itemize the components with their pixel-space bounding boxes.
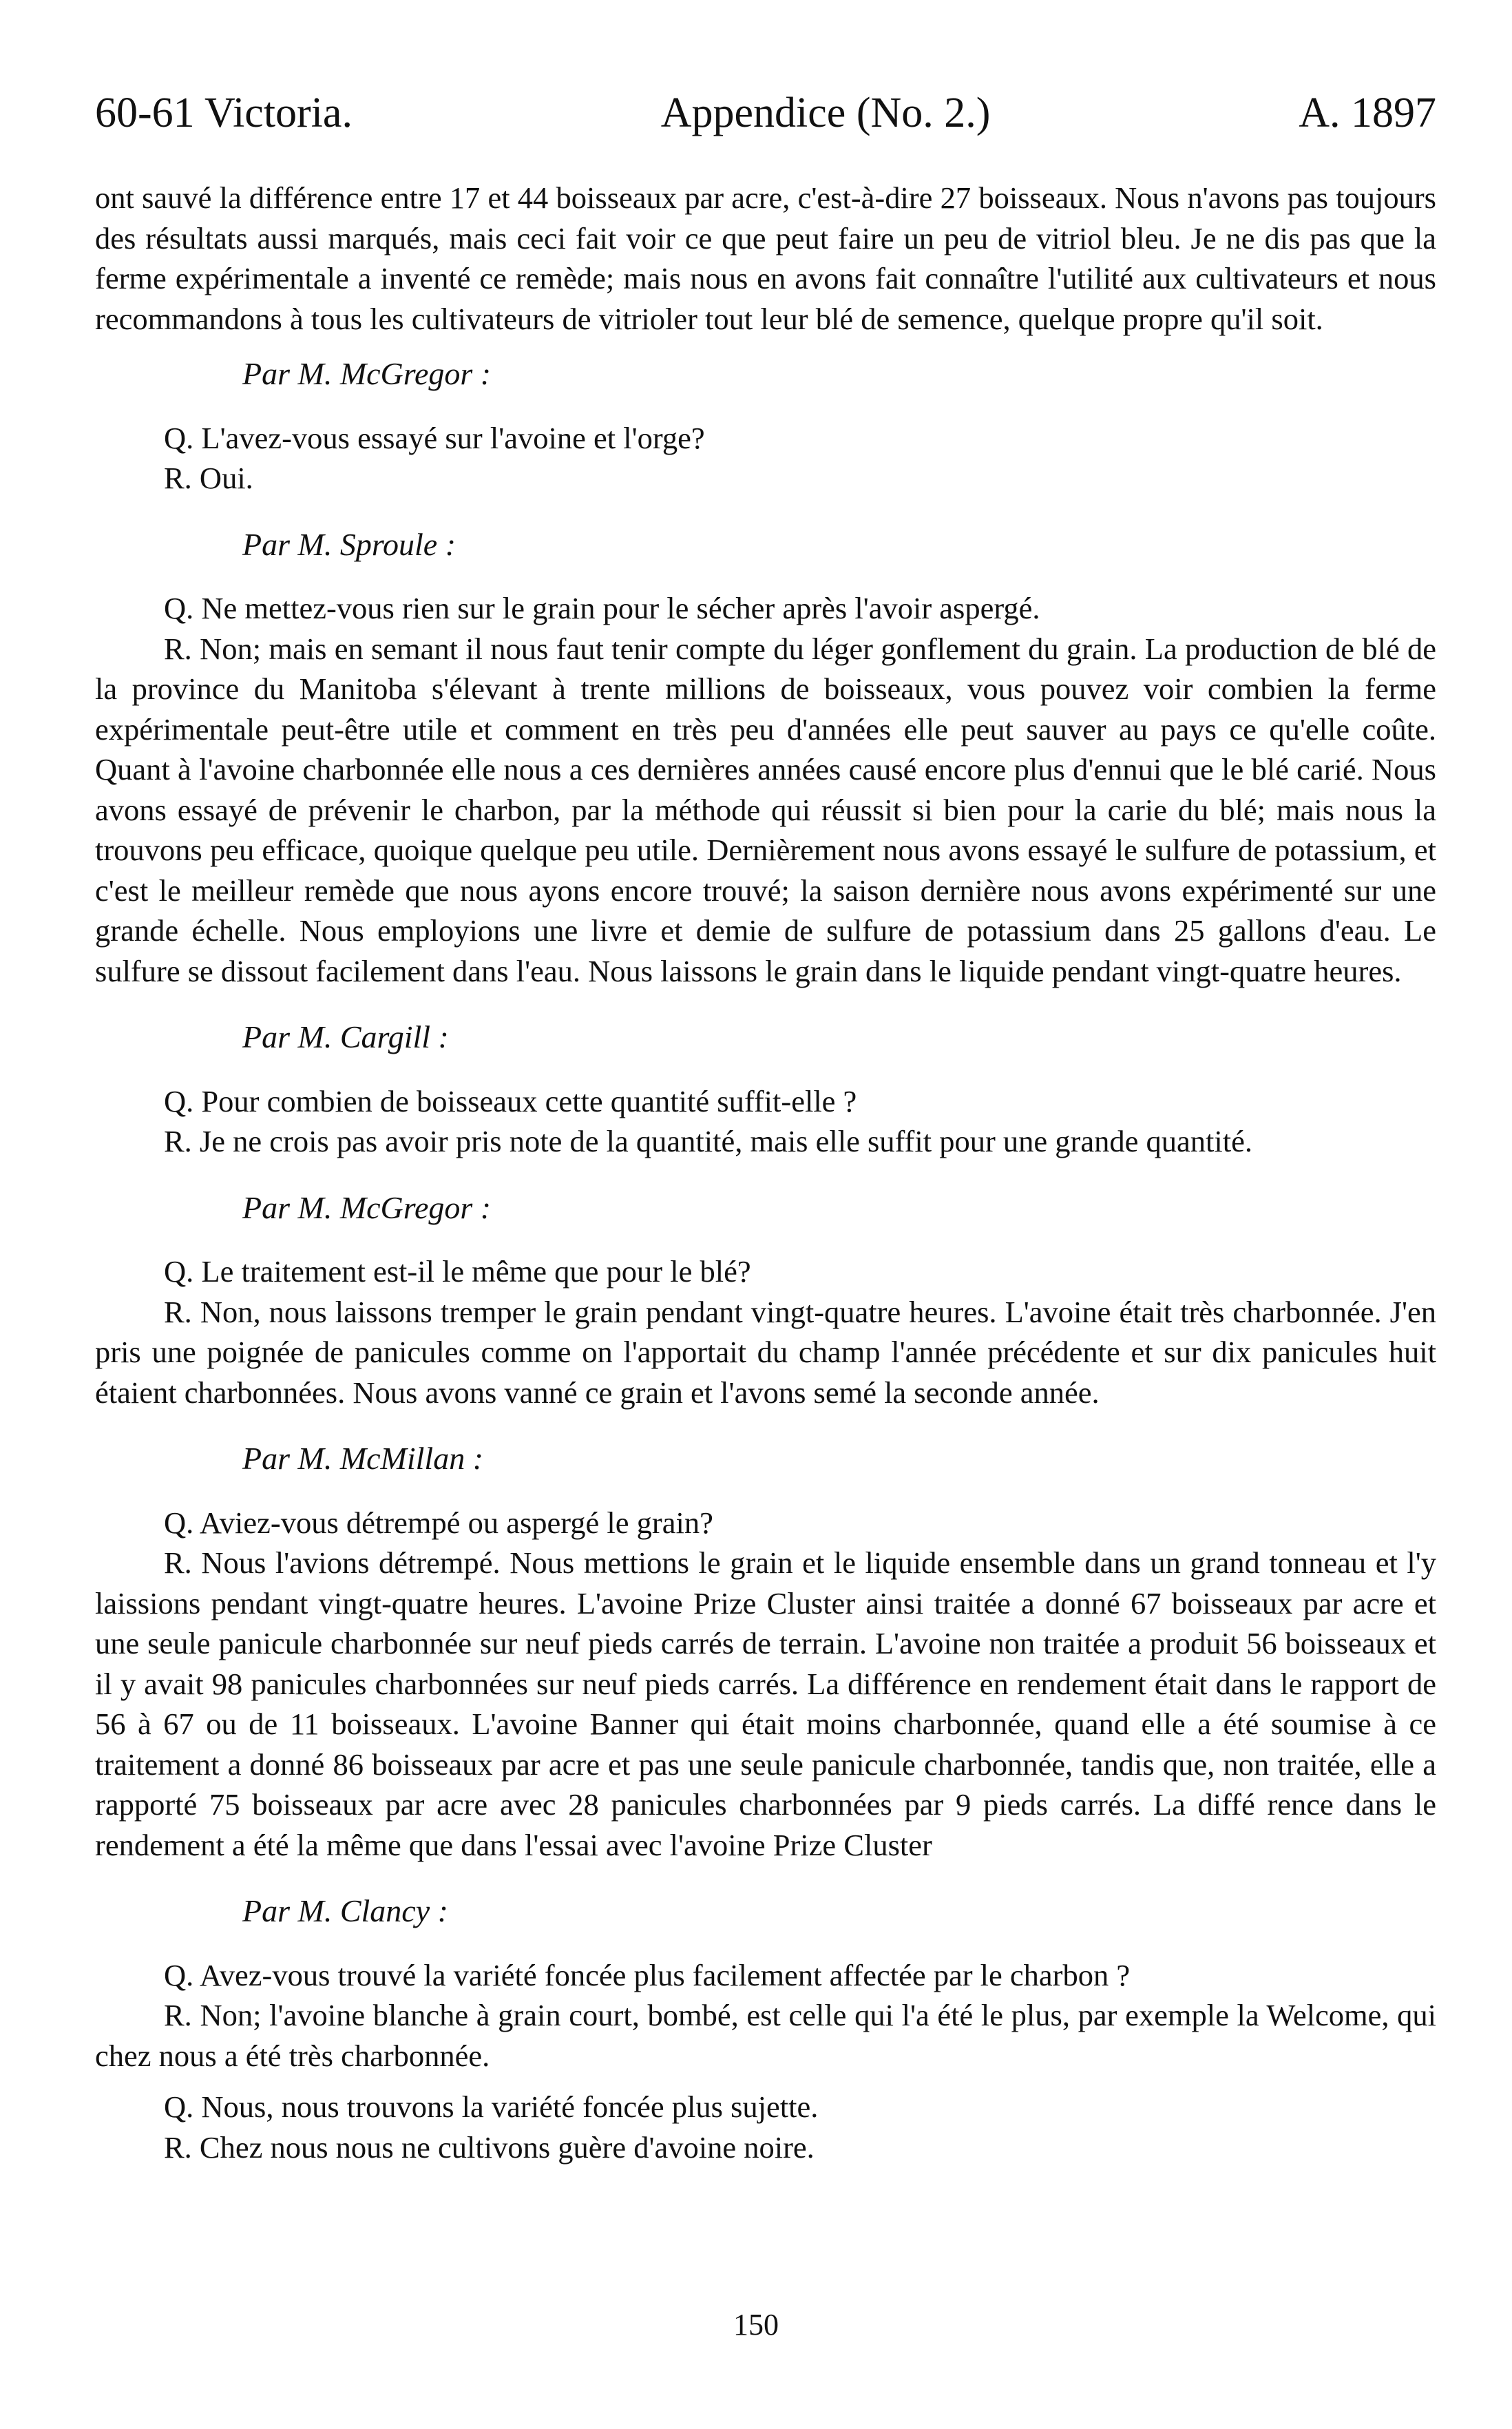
page-number: 150 bbox=[733, 2308, 779, 2342]
intro-paragraph: ont sauvé la différence entre 17 et 44 boisseaux par acre, c'est-à-dire 27 boisseaux. Nous n'avons pas toujours des résultats aussi marqués, mais ceci fait voir ce que peut faire un peu de vitriol bleu. Je ne dis pas que la ferme expérimentale a inventé ce remède; mais nous en avons fait connaître l'utilité aux cultivateurs et nous recommandons à tous les cultivateurs de vitrioler tout leur blé de semence, quelque propre qu'il soit. bbox=[95, 180, 1436, 336]
answer: R. Non; l'avoine blanche à grain court, bombé, est celle qui l'a été le plus, par exemple la Welcome, qui chez nous a été très charbonnée. bbox=[95, 1998, 1436, 2073]
answer: R. Non; mais en semant il nous faut tenir compte du léger gonflement du grain. La production de blé de la province du Manitoba s'élevant à trente millions de boisseaux, vous pouvez voir combien la ferme expérimentale peut-être utile et comment en très peu d'années elle peut sauver au pays ce qu'elle coûte. Quant à l'avoine charbonnée elle nous a ces dernières années causé encore plus d'ennui que le blé carié. Nous avons essayé de prévenir le charbon, par la méthode qui réussit si bien pour la carie du blé; mais nous la trouvons peu efficace, quoique quelque peu utile. Dernièrement nous avons essayé le sulfure de potassium, et c'est le meilleur remède que nous ayons encore trouvé; la saison dernière nous avons expérimenté sur une grande échelle. Nous employions une livre et demie de sulfure de potassium dans 25 gallons d'eau. Le sulfure se dissout facilement dans l'eau. Nous laissons le grain dans le liquide pendant vingt-quatre heures. bbox=[95, 631, 1436, 988]
speaker-heading: Par M. McMillan : bbox=[242, 1441, 484, 1477]
speaker-heading: Par M. McGregor : bbox=[242, 356, 492, 392]
answer: R. Oui. bbox=[164, 461, 253, 496]
running-header bbox=[95, 90, 1436, 136]
question: Q. Avez-vous trouvé la variété foncée plus facilement affectée par le charbon ? bbox=[164, 1957, 1131, 1992]
question: Q. Ne mettez-vous rien sur le grain pour le sécher après l'avoir aspergé. bbox=[164, 591, 1040, 626]
spacer bbox=[95, 2076, 1436, 2087]
header-year: A. 1897 bbox=[1299, 90, 1436, 136]
answer: R. Nous l'avions détrempé. Nous mettions le grain et le liquide ensemble dans un grand tonneau et l'y laissions pendant vingt-quatre heures. L'avoine Prize Cluster ainsi traitée a donné 67 boisseaux par acre et une seule panicule charbonnée sur neuf pieds carrés de terrain. L'avoine non traitée a produit 56 boisseaux et il y avait 98 panicules charbonnées sur neuf pieds carrés. La différence en rendement était dans le rapport de 56 à 67 ou de 11 boisseaux. L'avoine Banner qui était moins charbonnée, quand elle a été soumise à ce traitement a donné 86 boisseaux par acre et pas une seule panicule charbonnée, tandis que, non traitée, elle a rapporté 75 boisseaux par acre avec 28 panicules charbonnées par 9 pieds carrés. La diffé rence dans le rendement a été la même que dans l'essai avec l'avoine Prize Cluster bbox=[95, 1545, 1436, 1862]
body-text bbox=[95, 178, 1436, 2167]
answer: R. Non, nous laissons tremper le grain pendant vingt-quatre heures. L'avoine était très charbonnée. J'en pris une poignée de panicules comme on l'apportait du champ l'année précédente et sur dix panicules huit étaient charbonnées. Nous avons vanné ce grain et l'avons semé la seconde année. bbox=[95, 1294, 1436, 1410]
speaker-heading: Par M. McGregor : bbox=[242, 1189, 492, 1225]
question: Q. L'avez-vous essayé sur l'avoine et l'orge? bbox=[164, 420, 705, 455]
speaker-heading: Par M. Clancy : bbox=[242, 1893, 448, 1929]
answer: R. Je ne crois pas avoir pris note de la quantité, mais elle suffit pour une grande quantité. bbox=[164, 1124, 1252, 1159]
header-session: 60-61 Victoria. bbox=[95, 90, 353, 136]
speaker-heading: Par M. Cargill : bbox=[242, 1019, 449, 1055]
document-page bbox=[95, 90, 1436, 2167]
header-title: Appendice (No. 2.) bbox=[660, 90, 991, 136]
question: Q. Nous, nous trouvons la variété foncée plus sujette. bbox=[164, 2089, 819, 2125]
question: Q. Le traitement est-il le même que pour le blé? bbox=[164, 1254, 751, 1289]
answer: R. Chez nous nous ne cultivons guère d'avoine noire. bbox=[164, 2129, 815, 2165]
question: Q. Aviez-vous détrempé ou aspergé le grain? bbox=[164, 1505, 713, 1540]
question: Q. Pour combien de boisseaux cette quantité suffit-elle ? bbox=[164, 1083, 857, 1118]
speaker-heading: Par M. Sproule : bbox=[242, 526, 456, 562]
